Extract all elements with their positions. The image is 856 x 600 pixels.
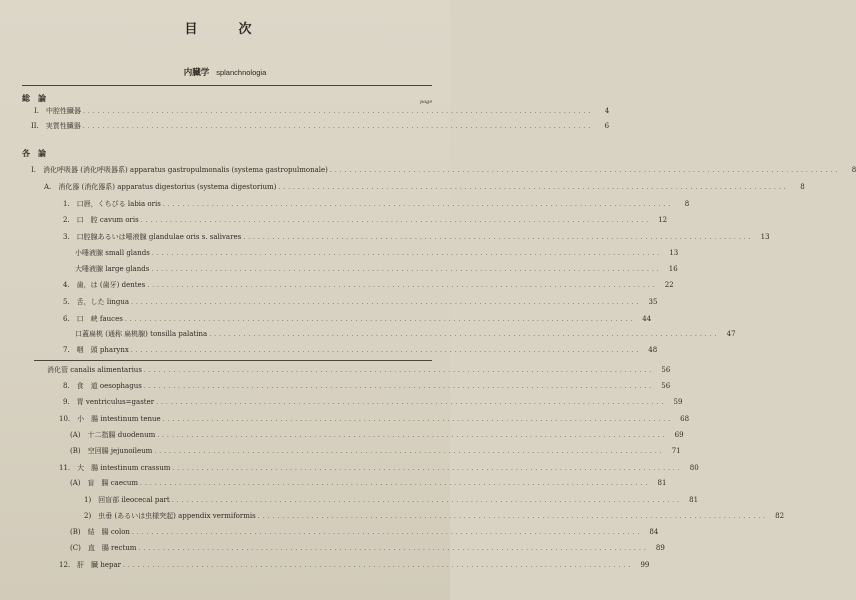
toc-entry-label: (B) 結 腸 colon xyxy=(70,528,130,536)
toc-entry-page: 48 xyxy=(648,346,658,354)
toc-entry-label: (B) 空回腸 jejunoileum xyxy=(70,447,153,455)
toc-entry-label: 10. 小 腸 intestinum tenue xyxy=(59,415,161,423)
leader-dots: ........................................................................................................ xyxy=(131,529,643,536)
toc-entry-label: 2) 虫垂 (あるいは虫様突起) appendix vermiformis xyxy=(84,512,256,520)
toc-entry xyxy=(63,198,690,210)
leader-dots: ........................................................................................................ xyxy=(147,282,658,289)
toc-entry-page: 71 xyxy=(671,447,681,455)
toc-entry-label: 小唾液腺 small glands xyxy=(75,249,150,257)
page-title: 目 次 xyxy=(184,22,266,37)
leader-dots: ........................................................................................................ xyxy=(131,299,642,306)
toc-entry-page: 82 xyxy=(775,512,785,520)
toc-entry-label: 3. 口腔腺あるいは唾液腺 glandulae oris s. salivares xyxy=(63,233,242,241)
section-title xyxy=(0,66,450,78)
section-title-latin: splanchnologia xyxy=(216,68,267,77)
toc-entry-label: 4. 歯，は (歯牙) dentes xyxy=(63,281,146,289)
toc-entry xyxy=(75,328,736,340)
toc-entry-label: 1) 回盲部 ileocecal part xyxy=(84,496,170,504)
toc-entry-label: 2. 口 腔 cavum oris xyxy=(63,216,139,224)
section-rule xyxy=(34,360,432,361)
toc-entry-page: 35 xyxy=(648,298,658,306)
leader-dots: ........................................................................................................ xyxy=(124,316,636,323)
toc-entry-label: 大唾液腺 large glands xyxy=(75,265,150,273)
toc-entry xyxy=(70,526,659,538)
toc-entry-label: II. 実質性臓器 xyxy=(31,122,81,130)
toc-entry-label: 11. 大 腸 intestinum crassum xyxy=(59,464,171,472)
toc-entry xyxy=(63,279,674,291)
toc-entry xyxy=(63,313,652,325)
toc-entry-page: 13 xyxy=(760,233,770,241)
toc-entry xyxy=(59,413,690,425)
leader-dots: ........................................................................................................ xyxy=(123,562,634,569)
toc-entry-label: I. 中腔性臓器 xyxy=(34,107,81,115)
leader-dots: ........................................................................................................ xyxy=(162,201,674,208)
leader-dots: ........................................................................................................ xyxy=(151,266,662,273)
toc-entry xyxy=(31,120,610,132)
toc-entry-page: 12 xyxy=(658,216,668,224)
toc-entry-label: A. 消化器 (消化器系) apparatus digestorius (systema digestorium) xyxy=(44,183,277,191)
toc-entry xyxy=(63,231,770,243)
toc-entry-label: 口蓋扁桃 (通称 扁桃腺) tonsilla palatina xyxy=(75,330,208,338)
leader-dots: ........................................................................................................ xyxy=(138,545,649,552)
leader-dots: ........................................................................................................ xyxy=(130,347,642,354)
leader-dots: ........................................................................................................ xyxy=(209,331,720,338)
leader-dots: ........................................................................................................ xyxy=(140,480,651,487)
top-rule xyxy=(22,85,432,86)
toc-entry-page: 22 xyxy=(664,281,674,289)
toc-entry-page: 44 xyxy=(642,315,652,323)
leader-dots: ........................................................................................................ xyxy=(243,234,754,241)
section-title-ja: 内臓学 xyxy=(183,68,210,78)
toc-entry-page: 69 xyxy=(674,431,684,439)
leader-dots: ........................................................................................................ xyxy=(257,513,769,520)
leader-dots: ........................................................................................................ xyxy=(171,497,683,504)
toc-entry-label: (A) 盲 腸 caecum xyxy=(70,479,139,487)
toc-entry-page: 68 xyxy=(680,415,690,423)
leader-dots: ........................................................................................................ xyxy=(278,184,789,191)
leader-dots: ........................................................................................................ xyxy=(172,465,683,472)
toc-entry-label: 8. 食 道 oesophagus xyxy=(63,382,142,390)
toc-entry xyxy=(59,462,699,474)
toc-entry-label: 5. 舌，した lingua xyxy=(63,298,130,306)
toc-entry-page: 59 xyxy=(673,398,683,406)
toc-entry xyxy=(63,380,671,392)
toc-entry-page: 89 xyxy=(655,544,665,552)
toc-entry xyxy=(63,296,658,308)
leader-dots: ........................................................................................................ xyxy=(82,123,594,130)
leader-dots: ........................................................................................................ xyxy=(140,217,652,224)
toc-entry-label: 12. 肝 臓 hepar xyxy=(59,561,122,569)
toc-entry xyxy=(70,542,665,554)
toc-entry-label: 7. 咽 頭 pharynx xyxy=(63,346,129,354)
toc-entry-page: 13 xyxy=(669,249,679,257)
toc-entry xyxy=(59,559,650,571)
toc-entry xyxy=(70,445,681,457)
toc-entry xyxy=(63,344,658,356)
toc-entry-label: 6. 口 峡 fauces xyxy=(63,315,123,323)
toc-entry-label: (A) 十二指腸 duodenum xyxy=(70,431,156,439)
toc-entry xyxy=(70,477,667,489)
toc-entry-label: 消化管 canalis alimentarius xyxy=(47,366,142,374)
toc-entry xyxy=(70,429,684,441)
toc-entry-page: 4 xyxy=(604,107,610,115)
toc-entry xyxy=(63,214,668,226)
toc-entry-page: 16 xyxy=(668,265,678,273)
toc-entry xyxy=(63,396,683,408)
toc-entry-label: (C) 直 腸 rectum xyxy=(70,544,137,552)
toc-entry-page: 84 xyxy=(649,528,659,536)
toc-entry xyxy=(75,247,679,259)
leader-dots: ........................................................................................................ xyxy=(156,399,667,406)
leader-dots: ........................................................................................................ xyxy=(151,250,663,257)
toc-entry-page: 6 xyxy=(604,122,610,130)
leader-dots: ........................................................................................................ xyxy=(329,167,841,174)
toc-entry-page: 8 xyxy=(684,200,690,208)
toc-entry xyxy=(44,181,805,193)
toc-entry xyxy=(34,105,610,117)
toc-entry xyxy=(84,510,785,522)
toc-entry xyxy=(31,164,856,176)
toc-entry-page: 56 xyxy=(661,366,671,374)
leader-dots: ........................................................................................................ xyxy=(154,448,665,455)
toc-entry-page: 47 xyxy=(726,330,736,338)
toc-entry-label: 9. 胃 ventriculus=gaster xyxy=(63,398,155,406)
toc-entry xyxy=(84,494,699,506)
page-column-header: page xyxy=(420,99,433,105)
toc-entry-page: 56 xyxy=(661,382,671,390)
toc-entry-page: 81 xyxy=(689,496,699,504)
toc-entry-label: 1. 口唇，くちびる labia oris xyxy=(63,200,161,208)
leader-dots: ........................................................................................................ xyxy=(143,367,655,374)
toc-entry-page: 99 xyxy=(640,561,650,569)
toc-entry xyxy=(47,364,671,376)
leader-dots: ........................................................................................................ xyxy=(143,383,655,390)
toc-entry-page: 80 xyxy=(689,464,699,472)
leader-dots: ........................................................................................................ xyxy=(162,416,674,423)
leader-dots: ........................................................................................................ xyxy=(157,432,668,439)
specific-heading: 各 論 xyxy=(22,148,46,158)
toc-entry-page: 81 xyxy=(657,479,667,487)
toc-entry-label: I. 消化呼吸器 (消化呼吸器系) apparatus gastropulmonalis (systema gastropulmonale) xyxy=(31,166,328,174)
toc-entry xyxy=(75,263,678,275)
leader-dots: ........................................................................................................ xyxy=(83,108,594,115)
toc-entry-page: 8 xyxy=(800,183,805,191)
toc-entry-page: 8 xyxy=(851,166,856,174)
general-heading: 総 論 xyxy=(22,93,46,103)
